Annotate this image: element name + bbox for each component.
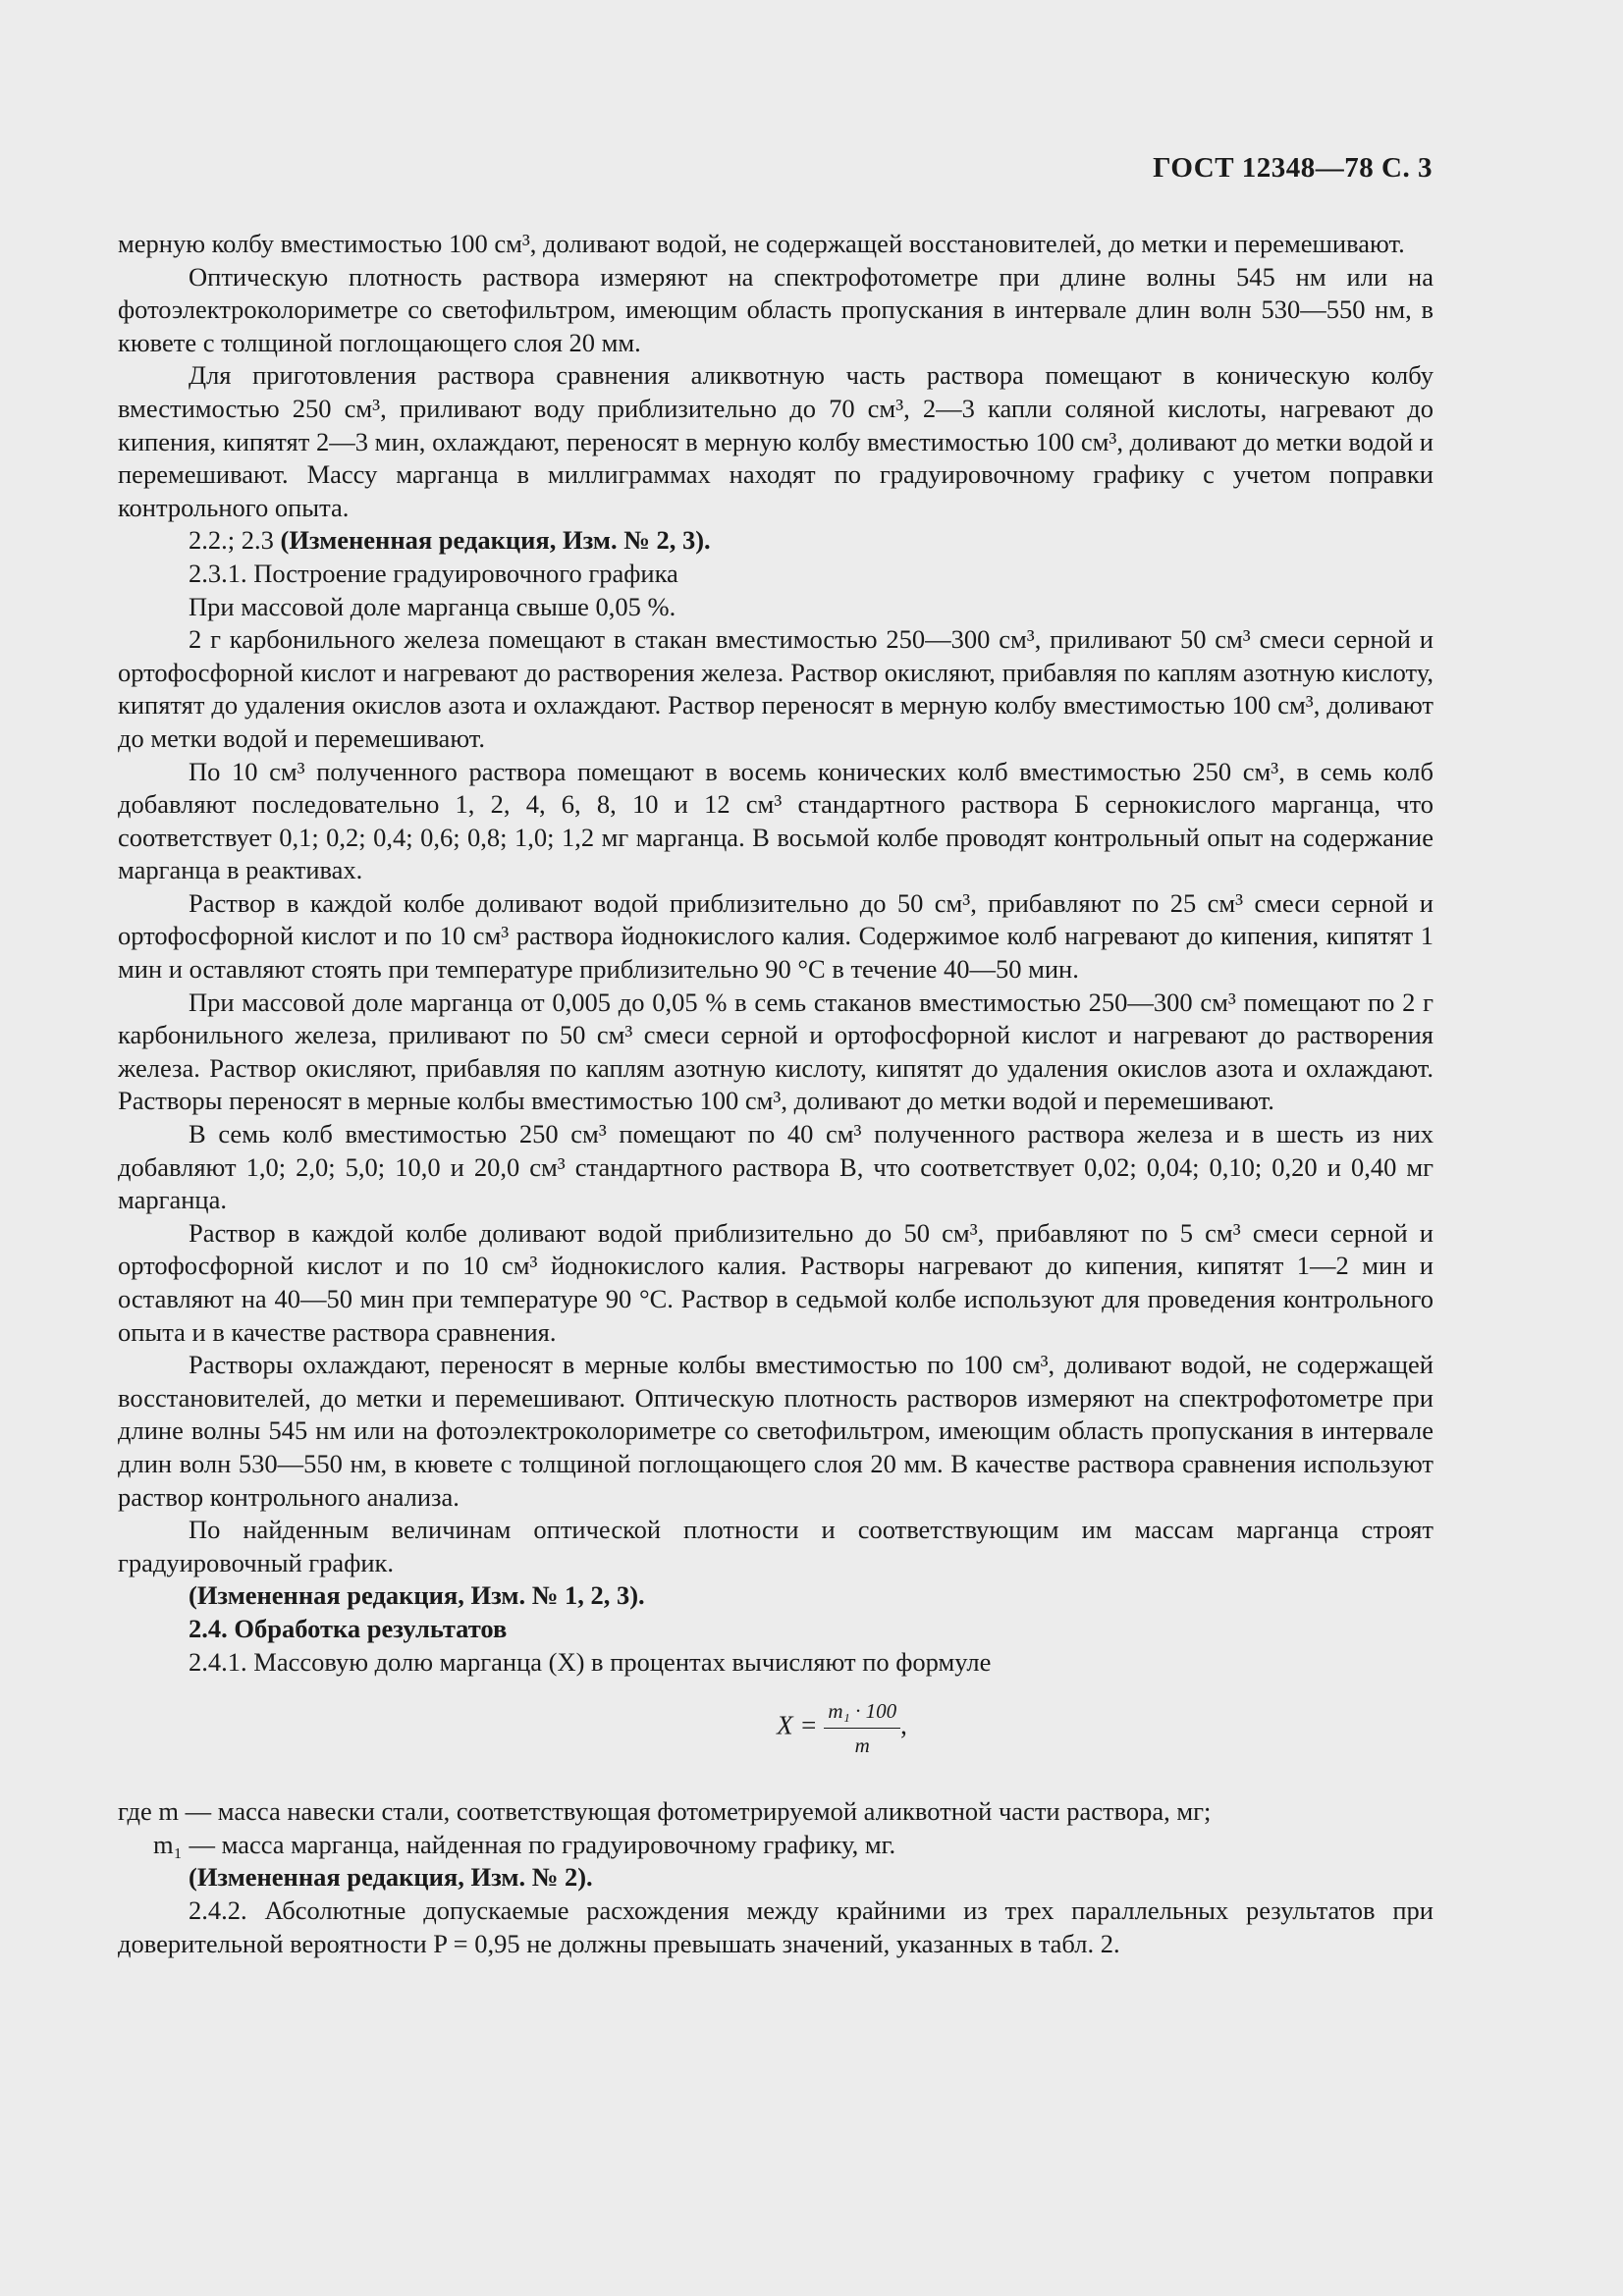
amendment-clause-numbers: 2.2.; 2.3 — [189, 525, 281, 556]
paragraph: По 10 см³ полученного раствора помещают в восемь конических колб вместимостью 250 см³, в семь колб добавляют последовательно 1, 2, 4, 6, 8, 10 и 12 см³ стандартного раствора Б сернокислого марганца, что соответствует 0,1; 0,2; 0,4; 0,6; 0,8; 1,0; 1,2 мг марганца. В восьмой колбе проводят контрольный опыт на содержание марганца в реактивах. — [118, 756, 1434, 885]
section-heading: 2.4. Обработка результатов — [189, 1613, 508, 1643]
paragraph: Оптическую плотность раствора измеряют на спектрофотометре при длине волны 545 нм или на фотоэлектроколориметре со светофильтром, имеющим область пропускания в интервале длин волн 530—550 нм, в кювете с толщиной поглощающего слоя 20 мм. — [118, 261, 1434, 357]
paragraph: 2.4.1. Массовую долю марганца (X) в процентах вычисляют по формуле — [189, 1646, 992, 1677]
amendment-note: (Измененная редакция, Изм. № 2). — [189, 1862, 593, 1893]
variable-definition: m₁ — масса марганца, найденная по градуировочному графику, мг. — [153, 1829, 896, 1859]
amendment-note — [118, 524, 1434, 558]
paragraph: Раствор в каждой колбе доливают водой приблизительно до 50 см³, прибавляют по 5 см³ смеси серной и ортофосфорной кислот и по 10 см³ йоднокислого калия. Растворы нагревают до кипения, кипятят 1—2 мин и оставляют на 40—50 мин при температуре 90 °С. Раствор в седьмой колбе используют для проведения контрольного опыта и в качестве раствора сравнения. — [118, 1217, 1434, 1347]
formula-fraction — [824, 1696, 900, 1760]
paragraph: 2.4.2. Абсолютные допускаемые расхождения между крайними из трех параллельных результатов при доверительной вероятности P = 0,95 не должны превышать значений, указанных в табл. 2. — [118, 1895, 1434, 1958]
formula — [118, 1696, 1434, 1760]
paragraph: При массовой доле марганца от 0,005 до 0,05 % в семь стаканов вместимостью 250—300 см³ помещают по 2 г карбонильного железа, приливают по 50 см³ смеси серной и ортофосфорной кислот и нагревают до растворения железа. Раствор окисляют, прибавляя по каплям азотную кислоту, кипятят до удаления окислов азота и охлаждают. Растворы переносят в мерные колбы вместимостью 100 см³, доливают до метки водой и перемешивают. — [118, 987, 1434, 1116]
formula-numerator: m₁ · 100 — [824, 1696, 900, 1729]
formula-denominator: m — [854, 1734, 870, 1758]
formula-tail: , — [900, 1710, 907, 1740]
formula-lhs: X = — [777, 1710, 818, 1740]
page-header: ГОСТ 12348—78 С. 3 — [1153, 152, 1433, 184]
paragraph: В семь колб вместимостью 250 см³ помещают по 40 см³ полученного раствора железа и в шесть из них добавляют 1,0; 2,0; 5,0; 10,0 и 20,0 см³ стандартного раствора В, что соответствует 0,02; 0,04; 0,10; 0,20 и 0,40 мг марганца. — [118, 1119, 1434, 1215]
variable-definition: где m — масса навески стали, соответствующая фотометрируемой аликвотной части раствора, мг; — [118, 1796, 1212, 1827]
paragraph: При массовой доле марганца свыше 0,05 %. — [189, 591, 676, 621]
document-body — [118, 228, 1434, 1960]
paragraph: мерную колбу вместимостью 100 см³, доливают водой, не содержащей восстановителей, до метки и перемешивают. — [118, 229, 1405, 258]
amendment-note: (Измененная редакция, Изм. № 1, 2, 3). — [189, 1580, 645, 1611]
paragraph: По найденным величинам оптической плотности и соответствующим им массам марганца строят градуировочный график. — [118, 1515, 1434, 1577]
paragraph: Раствор в каждой колбе доливают водой приблизительно до 50 см³, прибавляют по 25 см³ смеси серной и ортофосфорной кислот и по 10 см³ раствора йоднокислого калия. Содержимое колб нагревают до кипения, кипятят 1 мин и оставляют стоять при температуре приблизительно 90 °С в течение 40—50 мин. — [118, 887, 1434, 985]
paragraph: 2 г карбонильного железа помещают в стакан вместимостью 250—300 см³, приливают 50 см³ смеси серной и ортофосфорной кислот и нагревают до растворения железа. Раствор окисляют, прибавляя по каплям азотную кислоту, кипятят до удаления окислов азота и охлаждают. Раствор переносят в мерную колбу вместимостью 100 см³, доливают до метки водой и перемешивают. — [118, 624, 1434, 753]
amendment-text: (Измененная редакция, Изм. № 2, 3). — [280, 525, 711, 556]
paragraph: Для приготовления раствора сравнения аликвотную часть раствора помещают в коническую колбу вместимостью 250 см³, приливают воду приблизительно до 70 см³, 2—3 капли соляной кислоты, нагревают до кипения, кипятят 2—3 мин, охлаждают, переносят в мерную колбу вместимостью 100 см³, доливают до метки водой и перемешивают. Массу марганца в миллиграммах находят по градуировочному графику с учетом поправки контрольного опыта. — [118, 360, 1434, 522]
paragraph: Растворы охлаждают, переносят в мерные колбы вместимостью по 100 см³, доливают водой, не содержащей восстановителей, до метки и перемешивают. Оптическую плотность растворов измеряют на спектрофотометре при длине волны 545 нм или на фотоэлектроколориметре со светофильтром, имеющим область пропускания в интервале длин волн 530—550 нм, в кювете с толщиной поглощающего слоя 20 мм. В качестве раствора сравнения используют раствор контрольного анализа. — [118, 1350, 1434, 1512]
section-heading: 2.3.1. Построение градуировочного графика — [189, 558, 678, 588]
